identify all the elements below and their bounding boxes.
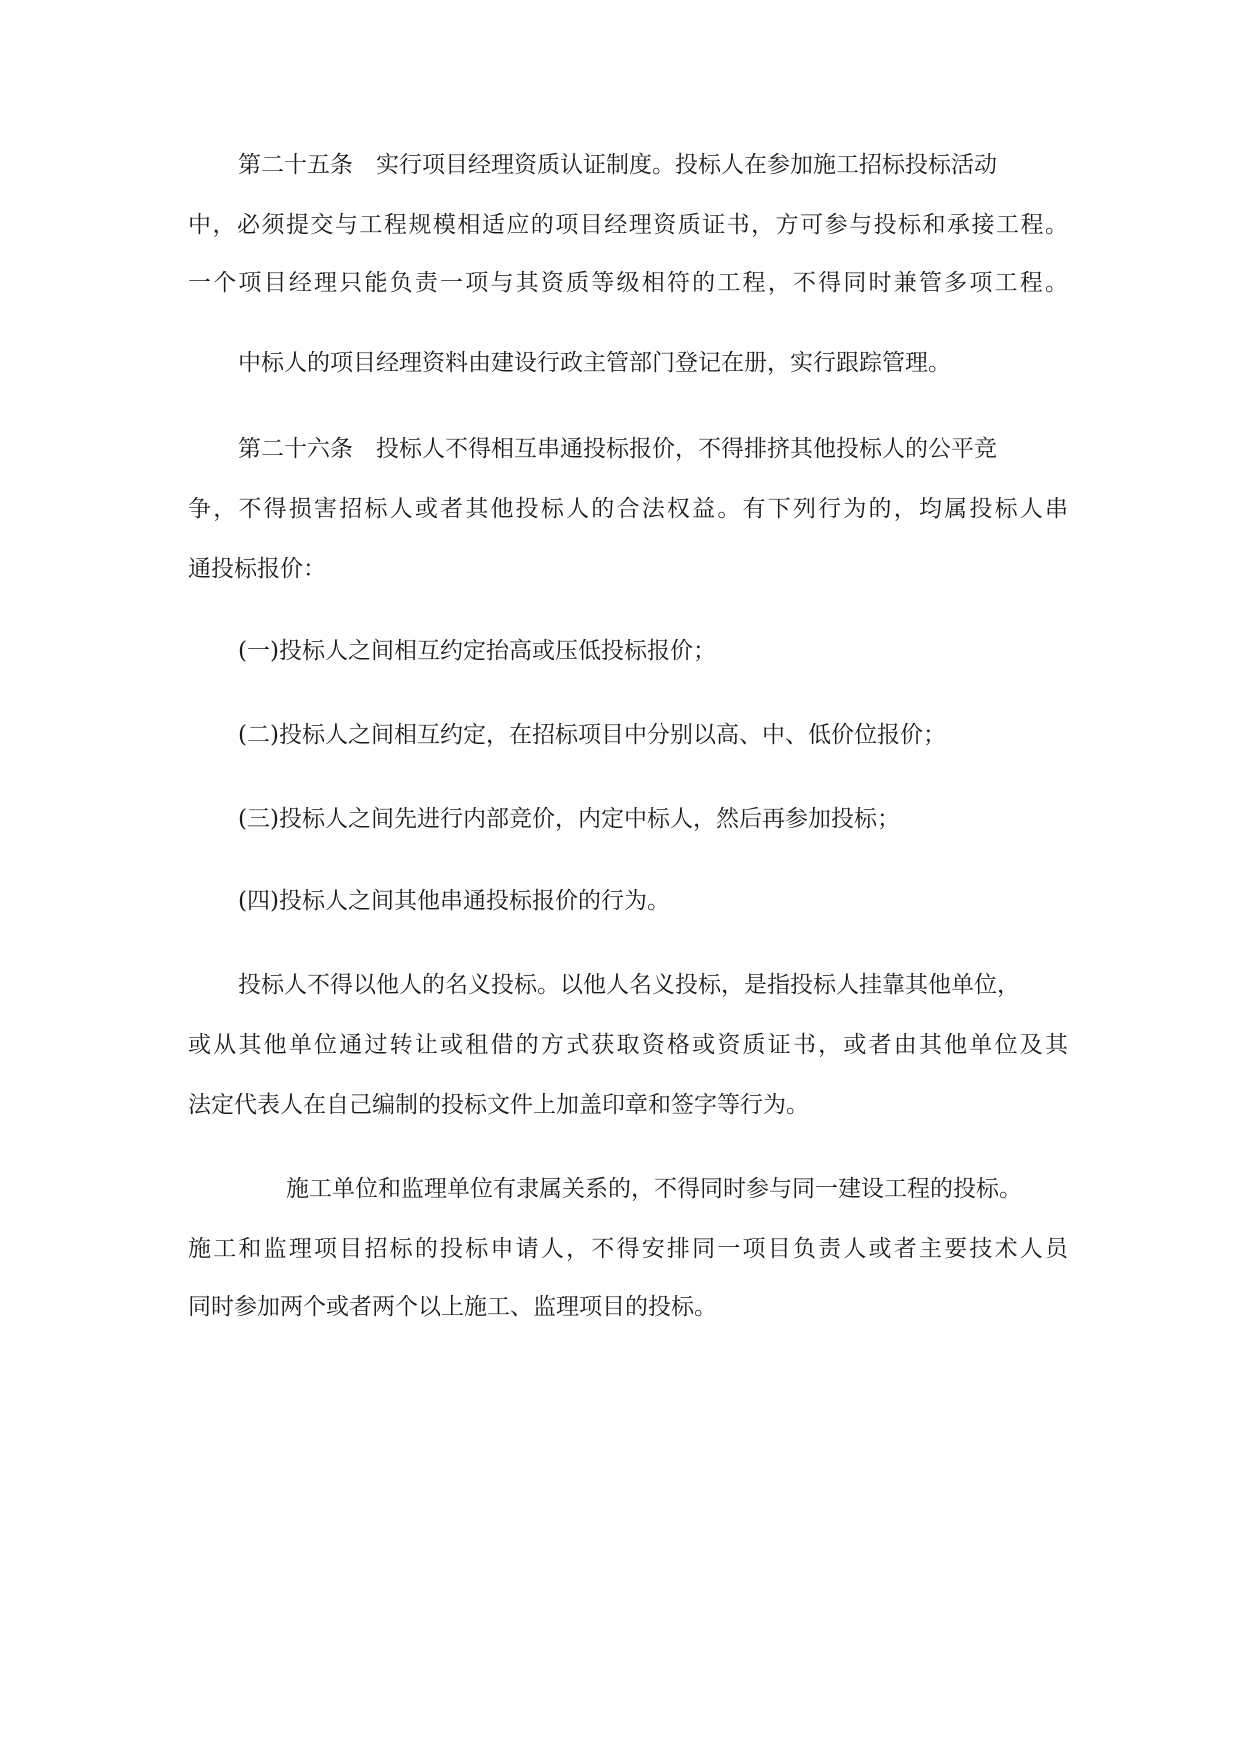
article-25-line-1: 第二十五条 实行项目经理资质认证制度。投标人在参加施工招标投标活动 xyxy=(238,152,997,178)
article-26-line-1: 第二十六条 投标人不得相互串通投标报价，不得排挤其他投标人的公平竞 xyxy=(238,436,997,462)
list-item: (二)投标人之间相互约定，在招标项目中分别以高、中、低价位报价； xyxy=(238,722,946,748)
affiliation-line-3: 同时参加两个或者两个以上施工、监理项目的投标。 xyxy=(188,1294,717,1320)
affiliation-line-1: 施工单位和监理单位有隶属关系的，不得同时参与同一建设工程的投标。 xyxy=(286,1176,1022,1202)
impersonation-line-2: 或从其他单位通过转让或租借的方式获取资格或资质证书，或者由其他单位及其 xyxy=(188,1032,1068,1058)
article-25-line-3: 一个项目经理只能负责一项与其资质等级相符的工程，不得同时兼管多项工程。 xyxy=(188,270,1068,296)
affiliation-line-2: 施工和监理项目招标的投标申请人，不得安排同一项目负责人或者主要技术人员 xyxy=(188,1236,1068,1262)
article-26-line-3: 通投标报价： xyxy=(188,556,326,582)
article-25-line-2: 中，必须提交与工程规模相适应的项目经理资质证书，方可参与投标和承接工程。 xyxy=(188,212,1068,238)
impersonation-line-3: 法定代表人在自己编制的投标文件上加盖印章和签字等行为。 xyxy=(188,1092,809,1118)
list-item: (三)投标人之间先进行内部竞价，内定中标人，然后再参加投标； xyxy=(238,806,900,832)
article-25-para-2-line-1: 中标人的项目经理资料由建设行政主管部门登记在册，实行跟踪管理。 xyxy=(238,350,951,376)
list-item: (一)投标人之间相互约定抬高或压低投标报价； xyxy=(238,638,716,664)
list-item: (四)投标人之间其他串通投标报价的行为。 xyxy=(238,888,670,914)
impersonation-line-1: 投标人不得以他人的名义投标。以他人名义投标，是指投标人挂靠其他单位， xyxy=(238,972,1020,998)
article-26-line-2: 争，不得损害招标人或者其他投标人的合法权益。有下列行为的，均属投标人串 xyxy=(188,496,1068,522)
